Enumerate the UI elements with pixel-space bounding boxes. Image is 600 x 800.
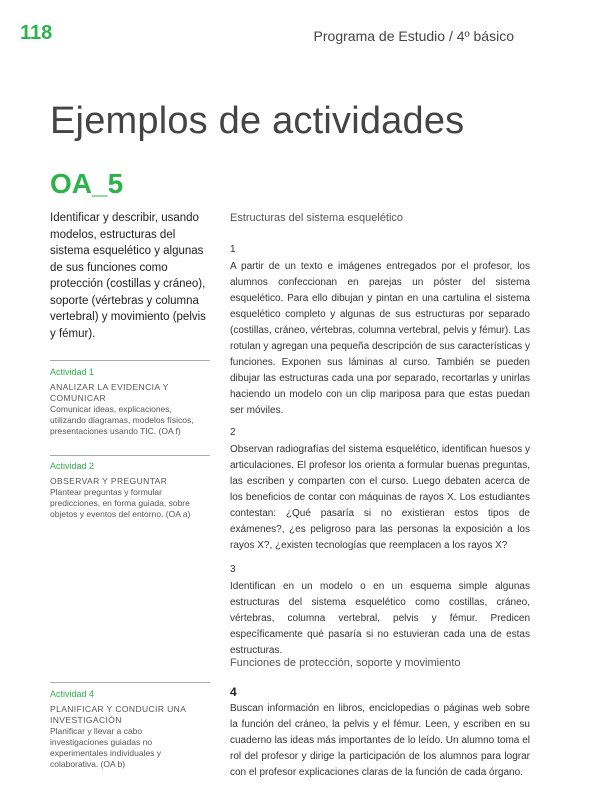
- sidebar-divider: [50, 682, 210, 683]
- oa-code: OA_5: [50, 168, 124, 199]
- activity-1: [230, 242, 530, 419]
- activity-label: Actividad 4: [50, 689, 95, 699]
- skill-text: Planificar y llevar a cabo investigaciones guiadas no experimentales individuales y colaborativa. (OA b): [50, 726, 162, 769]
- activity-3: [230, 562, 530, 659]
- learning-objective: Identificar y describir, usando modelos, estructuras del sistema esquelético y algunas de sus funciones como protección (costillas y cráneo), soporte (vértebras y columna vertebral) y movimiento (pelvis y fémur).: [50, 212, 206, 340]
- activity-2: [230, 425, 530, 554]
- activity-number: 4: [230, 685, 237, 699]
- running-header: Programa de Estudio / 4º básico: [313, 28, 514, 44]
- skill-title: PLANIFICAR Y CONDUCIR UNA INVESTIGACIÓN: [50, 704, 186, 725]
- skill-text: Comunicar ideas, explicaciones, utilizando diagramas, modelos físicos, presentaciones usando TIC. (OA f): [50, 404, 194, 436]
- activity-text: Observan radiografías del sistema esquelético, identifican huesos y articulaciones. El profesor los orienta a formular buenas preguntas, las escriben y comparten con el curso. Luego debaten acerca de los beneficios de contar con máquinas de rayos X. Los estudiantes contestan: ¿Qué pasaría si no existieran estos tipos de exámenes?, ¿es peligroso para las personas la exposición a los rayos X?, ¿existen tecnologías que reemplacen a los rayos X?: [230, 443, 530, 551]
- activity-number: 2: [230, 427, 236, 438]
- activity-text: A partir de un texto e imágenes entregados por el profesor, los alumnos confeccionan en parejas un póster del sistema esquelético. Para ello dibujan y pintan en una cartulina el sistema esquelético completo y algunas de sus estructuras por separado (costillas, cráneo, vértebras, columna vertebral, pelvis y fémur). Las rotulan y agregan una pequeña descripción de sus características y funciones. Exponen sus láminas al curso. También se pueden dibujar las estructuras cada una por separado, recortarlas y unirlas haciendo un modelo con un clip mariposa para que estas puedan ser móviles.: [230, 260, 530, 416]
- skill-title: OBSERVAR Y PREGUNTAR: [50, 476, 168, 486]
- activity-4: [230, 684, 530, 781]
- sidebar-divider: [50, 455, 210, 456]
- activity-number: 1: [230, 244, 236, 255]
- activity-text: Buscan información en libros, enciclopedias o páginas web sobre la función del cráneo, la pelvis y el fémur. Leen, y escriben en su cuaderno las ideas más importantes de lo leído. Un alumno toma el rol del profesor y dirige la participación de los alumnos para lograr con el profesor explicaciones claras de la función de cada órgano.: [230, 702, 530, 778]
- activity-number: 3: [230, 564, 236, 575]
- sidebar-activity-4: [50, 688, 200, 770]
- activity-label: Actividad 2: [50, 461, 95, 471]
- section-heading-structures: Estructuras del sistema esquelético: [230, 212, 404, 224]
- sidebar-activity-1: [50, 366, 200, 437]
- page-number: 118: [20, 22, 53, 44]
- sidebar-divider: [50, 360, 210, 361]
- activity-label: Actividad 1: [50, 367, 95, 377]
- activity-text: Identifican en un modelo o en un esquema simple algunas estructuras del sistema esquelético como costillas, cráneo, vértebras, columna vertebral, pelvis y fémur. Predicen específicamente qué pasaría si no estuvieran cada una de estas estructuras.: [230, 580, 530, 656]
- page-title: Ejemplos de actividades: [50, 100, 465, 142]
- skill-title: ANALIZAR LA EVIDENCIA Y COMUNICAR: [50, 382, 169, 403]
- sidebar-activity-2: [50, 460, 200, 520]
- skill-text: Plantear preguntas y formular predicciones, en forma guiada, sobre objetos y eventos del entorno. (OA a): [50, 487, 191, 519]
- section-heading-functions: Funciones de protección, soporte y movimiento: [230, 657, 461, 669]
